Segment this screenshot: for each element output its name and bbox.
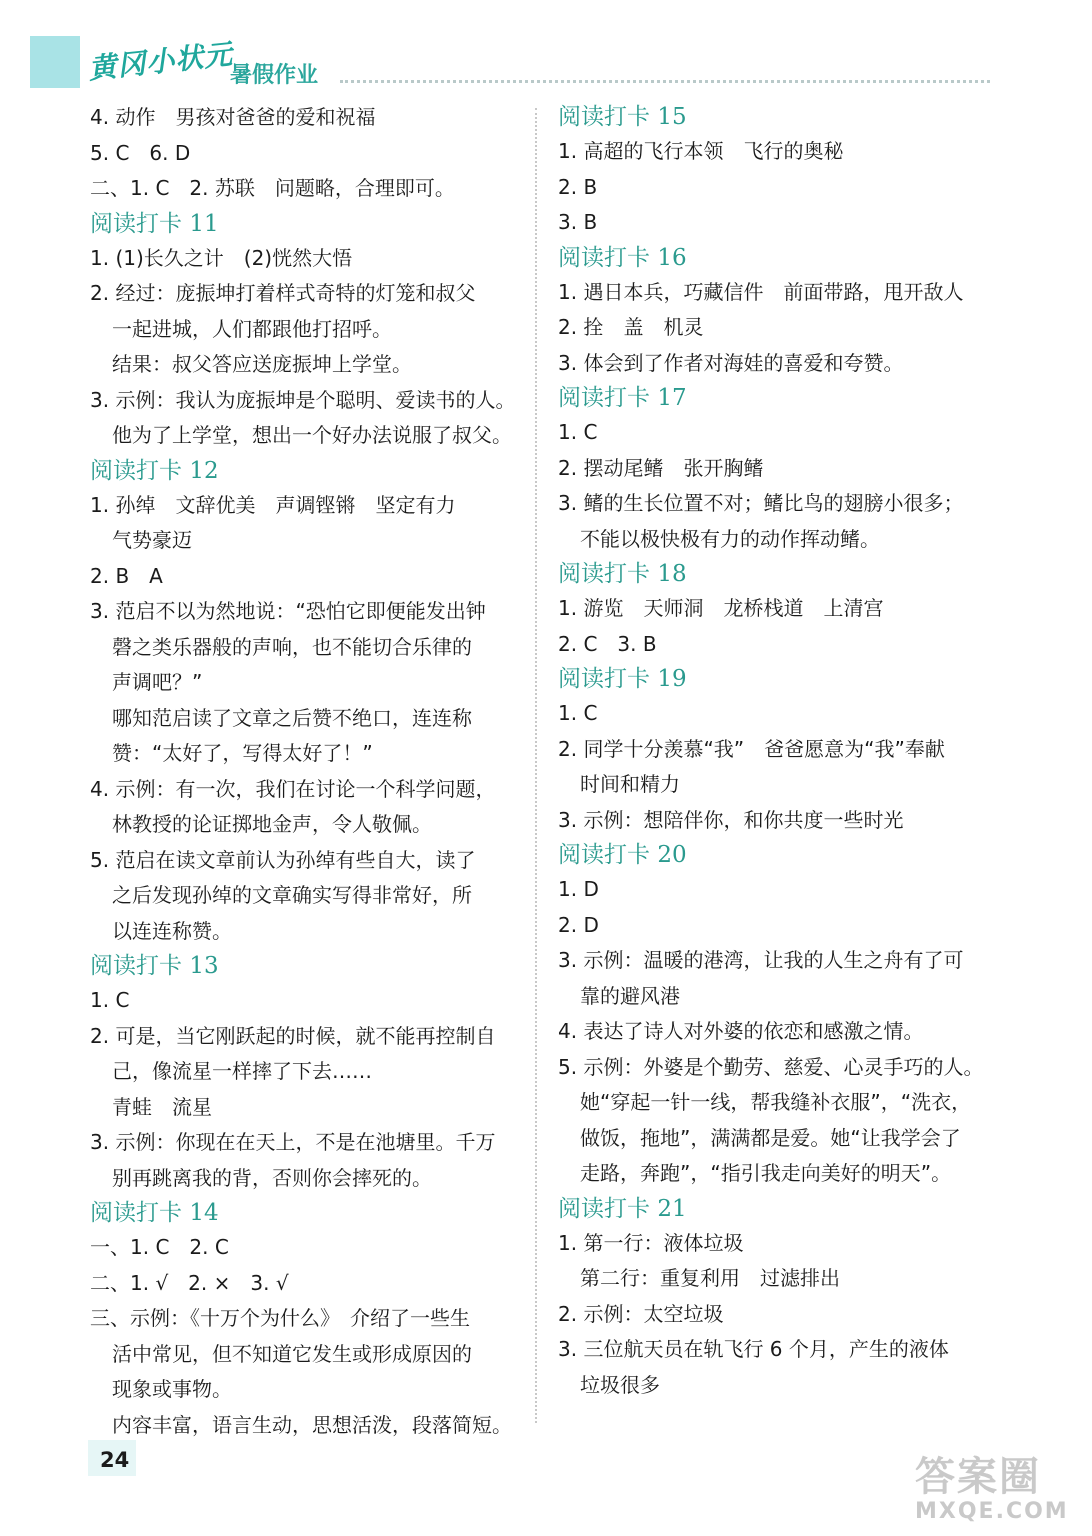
answer-line: 2. D (558, 912, 599, 937)
answer-continuation: 做饭，拖地”，满满都是爱。她“让我学会了 (580, 1125, 961, 1150)
watermark (915, 1455, 1085, 1535)
answer-line: 3. 范启不以为然地说：“恐怕它即便能发出钟 (90, 599, 486, 623)
answer-continuation: 走路，奔跑”，“指引我走向美好的明天”。 (580, 1161, 952, 1185)
answer-continuation: 时间和精力 (580, 772, 680, 796)
section-title-label: 阅读打卡 (558, 842, 650, 868)
section-title-number: 12 (189, 457, 219, 484)
answer-line: 3. 体会到了作者对海娃的喜爱和夸赞。 (558, 350, 904, 375)
section-title-number: 16 (657, 244, 687, 271)
section-title-label: 阅读打卡 (558, 666, 650, 692)
answer-line: 一、1. C 2. C (90, 1235, 229, 1259)
answer-continuation: 气势豪迈 (112, 528, 192, 552)
answer-continuation: 以连连称赞。 (112, 918, 232, 943)
watermark-sub: MXQE.COM (915, 1499, 1069, 1524)
answer-line: 2. 可是，当它刚跃起的时候，就不能再控制自 (90, 1023, 496, 1048)
section-title (558, 1192, 998, 1226)
answer-continuation: 现象或事物。 (112, 1377, 232, 1401)
answer-continuation: 她“穿起一针一线，帮我缝补衣服”，“洗衣， (580, 1090, 972, 1114)
answer-line: 1. (1)长久之计 (2)恍然大悟 (90, 245, 353, 270)
answer-continuation: 哪知范启读了文章之后赞不绝口，连连称 (112, 705, 472, 730)
answer-continuation: 垃圾很多 (580, 1372, 660, 1397)
answer-line: 1. 游览 天师洞 龙桥栈道 上清宫 (558, 596, 884, 620)
answer-line: 1. D (558, 877, 599, 901)
answer-line: 1. 遇日本兵，巧藏信件 前面带路，甩开敌人 (558, 279, 964, 304)
answer-line: 1. 高超的飞行本领 飞行的奥秘 (558, 139, 844, 163)
page-number: 24 (100, 1448, 130, 1472)
answer-line: 1. C (90, 988, 130, 1012)
section-title (558, 662, 998, 696)
answer-line: 5. 范启在读文章前认为孙绰有些自大，读了 (90, 847, 476, 872)
answer-line: 1. C (558, 420, 598, 444)
section-title-label: 阅读打卡 (90, 1200, 182, 1226)
section-title-label: 阅读打卡 (558, 104, 650, 130)
answer-line: 2. 拴 盖 机灵 (558, 315, 704, 339)
answer-line: 4. 表达了诗人对外婆的依恋和感激之情。 (558, 1019, 924, 1043)
answer-continuation: 声调吧？” (112, 670, 203, 694)
answer-line: 1. 孙绰 文辞优美 声调铿锵 坚定有力 (90, 492, 456, 517)
header-accent-block (30, 36, 80, 88)
answer-continuation: 己，像流星一样摔了下去…… (112, 1059, 372, 1083)
book-subtitle: 暑假作业 (230, 63, 319, 88)
answer-continuation: 之后发现孙绰的文章确实写得非常好，所 (112, 883, 472, 907)
section-title (558, 838, 998, 872)
page-header (0, 0, 1092, 100)
answer-line: 2. B A (90, 563, 163, 588)
section-title-number: 17 (657, 385, 687, 411)
answer-line: 三、示例：《十万个为什么》 介绍了一些生 (90, 1306, 470, 1330)
section-title-label: 阅读打卡 (558, 244, 650, 271)
answer-line: 3. 示例：想陪伴你，和你共度一些时光 (558, 807, 904, 832)
header-dotted-rule (340, 80, 990, 83)
answer-line: 3. 示例：我认为庞振坤是个聪明、爱读书的人。 (90, 387, 516, 412)
answer-line: 5. 示例：外婆是个勤劳、慈爱、心灵手巧的人。 (558, 1054, 984, 1079)
watermark-main: 答案圈 (915, 1454, 1041, 1500)
answer-line: 3. 示例：你现在在天上，不是在池塘里。千万 (90, 1130, 496, 1154)
answer-line: 4. 示例：有一次，我们在讨论一个科学问题， (90, 776, 496, 801)
section-title (558, 100, 998, 134)
answer-line: 2. 示例：太空垃圾 (558, 1301, 724, 1326)
section-title-number: 14 (189, 1200, 219, 1226)
answer-continuation: 赞：“太好了，写得太好了！” (112, 741, 373, 765)
section-title (90, 1196, 530, 1230)
answer-line: 3. 示例：温暖的港湾，让我的人生之舟有了可 (558, 948, 964, 972)
section-title-label: 阅读打卡 (90, 457, 182, 484)
section-title-number: 19 (657, 666, 687, 692)
answer-continuation: 靠的避风港 (580, 983, 680, 1008)
answer-continuation: 磬之类乐器般的声响，也不能切合乐律的 (112, 634, 472, 659)
column-divider (535, 108, 537, 1423)
section-title-number: 18 (657, 561, 687, 587)
answer-line: 2. 同学十分羡慕“我” 爸爸愿意为“我”奉献 (558, 736, 945, 761)
brand-logo-text: 黄冈小状元 (86, 37, 235, 86)
section-title-number: 21 (657, 1195, 687, 1222)
section-title-label: 阅读打卡 (90, 210, 182, 237)
answer-continuation: 林教授的论证掷地金声，令人敬佩。 (112, 812, 432, 836)
answer-line: 3. B (558, 210, 598, 234)
section-title (90, 454, 530, 488)
answer-line: 2. C 3. B (558, 631, 657, 656)
answer-continuation: 青蛙 流星 (112, 1094, 212, 1119)
answer-continuation: 别再跳离我的背，否则你会摔死的。 (112, 1165, 432, 1190)
section-title (558, 381, 998, 415)
section-title-number: 11 (189, 210, 219, 237)
answer-continuation: 第二行：重复利用 过滤排出 (580, 1266, 840, 1290)
section-title (90, 949, 530, 983)
section-title-label: 阅读打卡 (90, 953, 182, 979)
right-column (558, 100, 998, 1403)
answer-continuation: 他为了上学堂，想出一个好办法说服了叔父。 (112, 423, 512, 447)
section-title-number: 15 (657, 104, 687, 130)
answer-continuation: 内容丰富，语言生动，思想活泼，段落简短。 (112, 1412, 512, 1437)
section-title-number: 20 (657, 842, 687, 868)
answer-continuation: 一起进城，人们都跟他打招呼。 (112, 316, 392, 341)
answer-line: 2. 经过：庞振坤打着样式奇特的灯笼和叔父 (90, 281, 476, 305)
answer-line: 2. 摆动尾鳍 张开胸鳍 (558, 455, 764, 480)
answer-line: 1. 第一行：液体垃圾 (558, 1230, 744, 1255)
answer-continuation: 不能以极快极有力的动作挥动鳍。 (580, 526, 880, 551)
left-column (90, 100, 530, 1443)
section-title (558, 557, 998, 591)
answer-line: 1. C (558, 701, 598, 725)
section-title-label: 阅读打卡 (558, 385, 650, 411)
section-title-label: 阅读打卡 (558, 1195, 650, 1222)
section-title-label: 阅读打卡 (558, 561, 650, 587)
answer-line: 二、1. √ 2. × 3. √ (90, 1270, 289, 1295)
answer-continuation: 活中常见，但不知道它发生或形成原因的 (112, 1341, 472, 1366)
section-title (558, 241, 998, 275)
answer-line: 2. B (558, 174, 598, 199)
answer-line: 3. 鳍的生长位置不对；鳍比鸟的翅膀小很多； (558, 491, 964, 515)
section-title (90, 207, 530, 241)
answer-line: 3. 三位航天员在轨飞行 6 个月，产生的液体 (558, 1337, 949, 1361)
answer-continuation: 结果：叔父答应送庞振坤上学堂。 (112, 352, 412, 376)
section-title-number: 13 (189, 953, 219, 979)
answer-line: 4. 动作 男孩对爸爸的爱和祝福 (90, 105, 376, 129)
answer-line: 二、1. C 2. 苏联 问题略，合理即可。 (90, 176, 455, 200)
answer-line: 5. C 6. D (90, 140, 191, 165)
